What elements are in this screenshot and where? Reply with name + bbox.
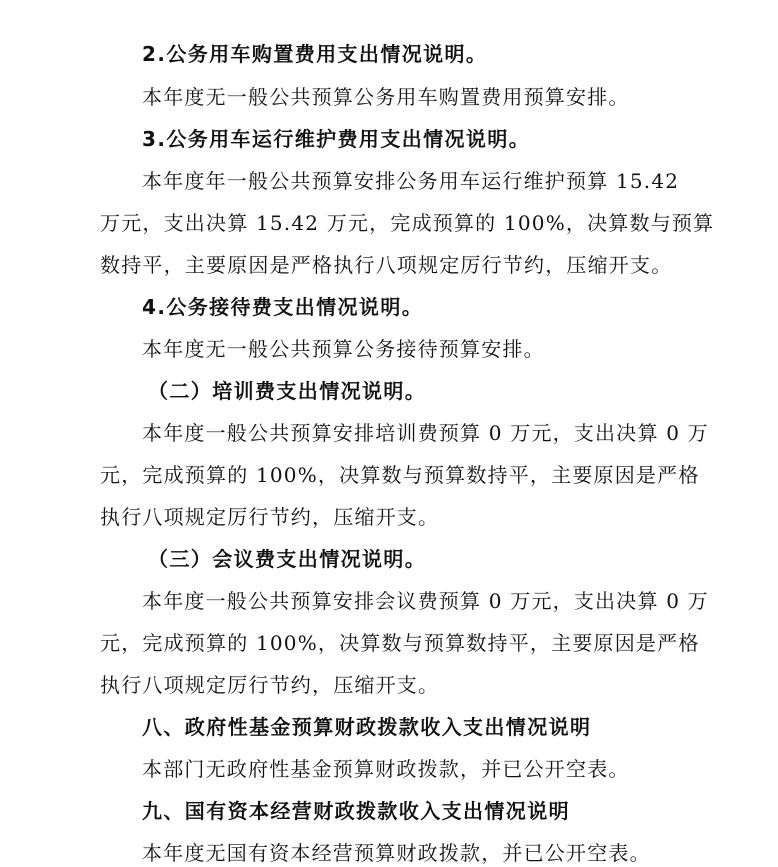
paragraph-training-line-2: 元，完成预算的 100%，决算数与预算数持平，主要原因是严格 bbox=[100, 463, 700, 487]
paragraph-car-maintenance-line-2: 万元，支出决算 15.42 万元，完成预算的 100%，决算数与预算 bbox=[100, 211, 715, 235]
paragraph-training-line-3: 执行八项规定厉行节约，压缩开支。 bbox=[100, 505, 440, 529]
paragraph-car-purchase: 本年度无一般公共预算公务用车购置费用预算安排。 bbox=[142, 85, 630, 109]
heading-meeting: （三）会议费支出情况说明。 bbox=[148, 547, 427, 571]
paragraph-state-capital: 本年度无国有资本经营预算财政拨款，并已公开空表。 bbox=[142, 841, 651, 865]
heading-car-maintenance: 3.公务用车运行维护费用支出情况说明。 bbox=[142, 127, 531, 151]
paragraph-meeting-line-2: 元，完成预算的 100%，决算数与预算数持平，主要原因是严格 bbox=[100, 631, 700, 655]
heading-gov-fund: 八、政府性基金预算财政拨款收入支出情况说明 bbox=[142, 715, 592, 739]
heading-state-capital: 九、国有资本经营财政拨款收入支出情况说明 bbox=[142, 799, 570, 823]
heading-training: （二）培训费支出情况说明。 bbox=[148, 379, 427, 403]
paragraph-training-line-1: 本年度一般公共预算安排培训费预算 0 万元，支出决算 0 万 bbox=[142, 421, 709, 445]
paragraph-meeting-line-1: 本年度一般公共预算安排会议费预算 0 万元，支出决算 0 万 bbox=[142, 589, 709, 613]
paragraph-meeting-line-3: 执行八项规定厉行节约，压缩开支。 bbox=[100, 673, 440, 697]
heading-car-purchase: 2.公务用车购置费用支出情况说明。 bbox=[142, 42, 488, 66]
paragraph-car-maintenance-line-1: 本年度年一般公共预算安排公务用车运行维护预算 15.42 bbox=[142, 169, 680, 193]
paragraph-reception: 本年度无一般公共预算公务接待预算安排。 bbox=[142, 337, 545, 361]
paragraph-car-maintenance-line-3: 数持平，主要原因是严格执行八项规定厉行节约，压缩开支。 bbox=[100, 253, 673, 277]
heading-reception: 4.公务接待费支出情况说明。 bbox=[142, 295, 424, 319]
paragraph-gov-fund: 本部门无政府性基金预算财政拨款，并已公开空表。 bbox=[142, 757, 630, 781]
